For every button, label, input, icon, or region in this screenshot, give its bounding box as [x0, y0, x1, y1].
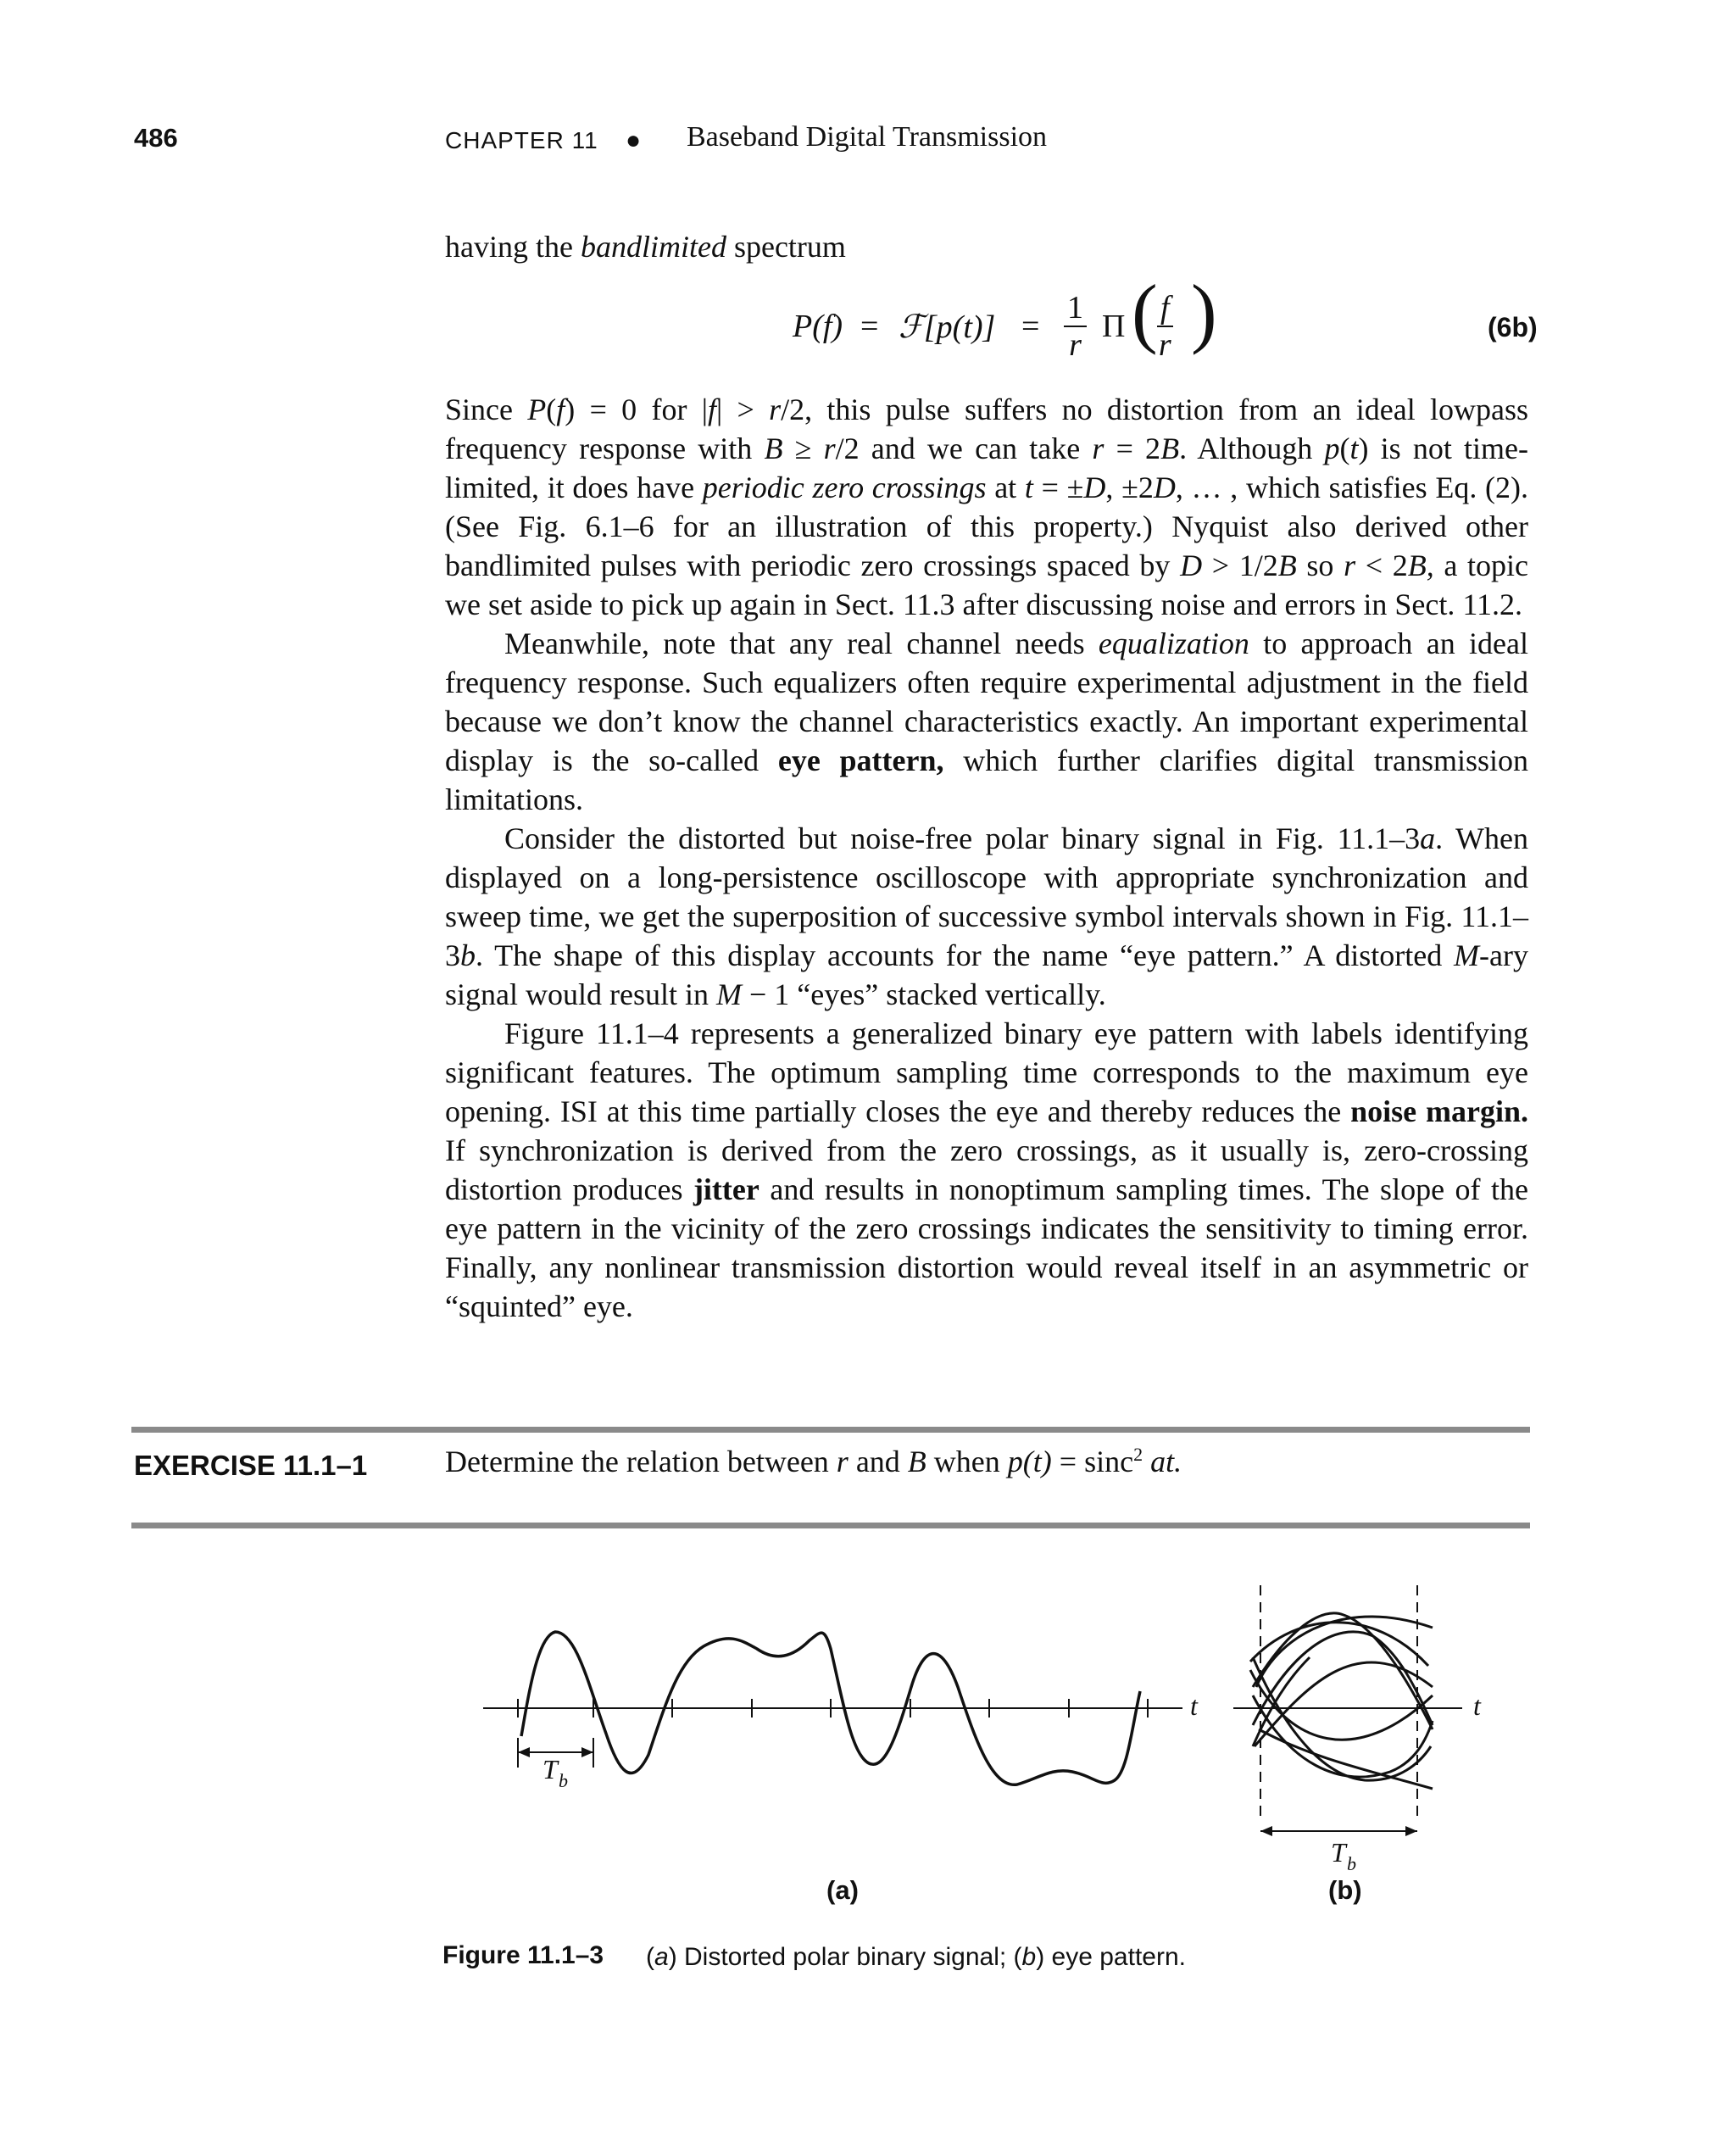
eye-trace-10 [1253, 1657, 1310, 1746]
text-run: at [986, 470, 1025, 504]
text-run: f [556, 392, 565, 426]
text-run: a topic we set aside to pick up again in Sect. 11.3 after discussing noise and errors in Sect. 11.2. [445, 548, 1528, 621]
equation-eq2: = [1021, 309, 1040, 344]
equation-pi: Π [1102, 309, 1126, 344]
tb-sub-b: b [1347, 1853, 1356, 1874]
equation-left-paren: ( [1132, 269, 1158, 355]
eye-traces [1250, 1613, 1433, 1789]
text-run: = ± [1032, 470, 1084, 504]
text-run: which further clarifies digital transmission limitations. [445, 743, 1529, 816]
text-run: ) Distorted polar binary signal; ( [668, 1943, 1022, 1971]
text-run: and results in nonoptimum sampling times. The slope of the eye pattern in the vicinity of the zero crossings indicates the sensitivity to timing error. Finally, any nonlinear transmission distortion would reveal itself in an asymmetric or “squinted” eye. [445, 1172, 1528, 1323]
text-run: B [1160, 431, 1180, 465]
caption-label: Figure 11.1–3 [442, 1941, 604, 1969]
text-run: . When displayed on a long-persistence oscilloscope with appropriate synchronization and sweep time, we get the superposition of successive symbol intervals shown in Fig. 11.1–3 [445, 821, 1528, 972]
equation-fourier: ℱ[p(t)] [899, 309, 996, 345]
text-run: . The shape of this display accounts for the name “eye pattern.” A distorted [476, 938, 1455, 972]
tb-b-arrow-left [1260, 1826, 1272, 1836]
exercise-at: at. [1143, 1445, 1182, 1478]
axis-label-b: t [1473, 1690, 1481, 1721]
text-run: D [1153, 470, 1176, 504]
panel-a-label: (a) [826, 1875, 859, 1905]
text-run: B [1277, 548, 1297, 582]
text-run: ( [646, 1943, 654, 1971]
text-run: ) eye pattern. [1036, 1943, 1186, 1971]
text-run: ) is not time-limited, it does have [445, 431, 1528, 504]
text-run: Figure 11.1–4 represents a generalized binary eye pattern with labels identifying significant features. The optimum sampling time corresponds to the maximum eye opening. ISI at this time partially closes the eye and thereby reduces the [445, 1016, 1528, 1128]
panel-b-label: (b) [1328, 1875, 1362, 1905]
text-run: jitter [693, 1172, 760, 1206]
text-run: ) = 0 for | [565, 392, 708, 426]
text-run: = 2 [1104, 431, 1161, 465]
exercise-eq: = sinc [1051, 1445, 1134, 1478]
chapter-bullet: ● [626, 126, 642, 154]
page-number: 486 [134, 123, 178, 153]
exercise-var-r: r [836, 1445, 849, 1478]
text-run: D [1083, 470, 1106, 504]
intro-prefix: having the [445, 230, 581, 264]
text-run: Consider the distorted but noise-free polar binary signal in Fig. 11.1–3 [504, 821, 1421, 855]
text-run: so [1296, 548, 1344, 582]
exercise-text-pre: Determine the relation between [445, 1445, 837, 1478]
tb-b-arrow-right [1405, 1826, 1417, 1836]
eye-trace-4 [1255, 1662, 1433, 1746]
text-run: /2 and we can take [835, 431, 1093, 465]
equation-inner-den: r [1158, 327, 1171, 363]
text-run: Since [445, 392, 528, 426]
text-run: If synchronization is derived from the zero crossings, as it usually is, zero-crossing distortion produces [445, 1133, 1528, 1206]
text-run: , ±2 [1105, 470, 1154, 504]
text-run: equalization [1098, 626, 1249, 660]
exercise-when: when [926, 1445, 1008, 1478]
exercise-sup: 2 [1133, 1444, 1143, 1465]
exercise-label: EXERCISE 11.1–1 [134, 1450, 368, 1481]
text-run: ( [1339, 431, 1350, 465]
exercise-pt: p(t) [1007, 1445, 1052, 1478]
text-run: r [1344, 548, 1356, 582]
text-run: periodic zero crossings [702, 470, 987, 504]
text-run: t [1024, 470, 1033, 504]
text-run: ≥ [782, 431, 824, 465]
text-run: r [769, 392, 782, 426]
text-run: > 1/2 [1202, 548, 1278, 582]
text-run: < 2 [1355, 548, 1408, 582]
text-run: f [707, 392, 716, 426]
text-run: p [1324, 431, 1340, 465]
text-run: /2, this pulse suffers no distortion from an ideal lowpass frequency response with [445, 392, 1528, 465]
text-run: -ary signal would result in [445, 938, 1528, 1011]
text-run: M [1454, 938, 1480, 972]
axis-label-a: t [1190, 1690, 1198, 1721]
text-run: B, [1407, 548, 1434, 582]
exercise-var-b: B [907, 1445, 926, 1478]
intro-suffix: spectrum [726, 230, 846, 264]
exercise-and: and [848, 1445, 908, 1478]
eye-trace-1 [1250, 1623, 1428, 1666]
eye-trace-9 [1259, 1729, 1433, 1789]
text-run: D [1180, 548, 1203, 582]
equation-lhs: P(f) [793, 309, 843, 344]
equation-eq1: = [860, 309, 879, 344]
text-run: a [1420, 821, 1436, 855]
text-run: | > [715, 392, 770, 426]
equation-right-paren: ) [1191, 269, 1217, 355]
tb-sub-a: b [559, 1770, 568, 1791]
text-run: a [654, 1943, 669, 1971]
text-run: eye pattern, [777, 743, 944, 777]
text-run: b [1021, 1943, 1037, 1971]
text-run: Meanwhile, note that any real channel needs [504, 626, 1099, 660]
intro-emphasis: bandlimited [580, 230, 726, 264]
equation-number: (6b) [1488, 312, 1538, 342]
text-run: r [1092, 431, 1104, 465]
equation-inner-num: f [1157, 290, 1173, 327]
tb-label-b: T [1331, 1837, 1346, 1868]
caption-text [646, 1943, 1186, 1972]
tb-a-arrow-right [581, 1747, 593, 1757]
equation-frac-den: r [1069, 327, 1082, 363]
text-run: ( [546, 392, 557, 426]
text-run: t [1349, 431, 1359, 465]
text-run: − 1 “eyes” stacked vertically. [741, 977, 1106, 1011]
chapter-title: Baseband Digital Transmission [687, 121, 1048, 153]
text-run: P [527, 392, 547, 426]
text-run: . Although [1179, 431, 1325, 465]
text-run: noise margin. [1350, 1094, 1528, 1128]
text-run: to approach an ideal frequency response. Such equalizers often require experimental adjustment in the field because we don’t know the channel characteristics exactly. An important experimental display is the so-called [445, 626, 1528, 777]
text-run: B [764, 431, 783, 465]
chapter-label: CHAPTER 11 [445, 127, 598, 153]
text-run: r [823, 431, 836, 465]
text-run: , … , which satisfies Eq. (2). (See Fig. 6.1–6 for an illustration of this property.) Nyquist also derived other bandlimited pulses with periodic zero crossings spaced by [445, 470, 1528, 582]
equation-frac-num: 1 [1064, 290, 1087, 327]
tb-a-arrow-left [518, 1747, 530, 1757]
tb-label-a: T [542, 1754, 558, 1784]
text-run: b [460, 938, 476, 972]
text-run: M [715, 977, 742, 1011]
